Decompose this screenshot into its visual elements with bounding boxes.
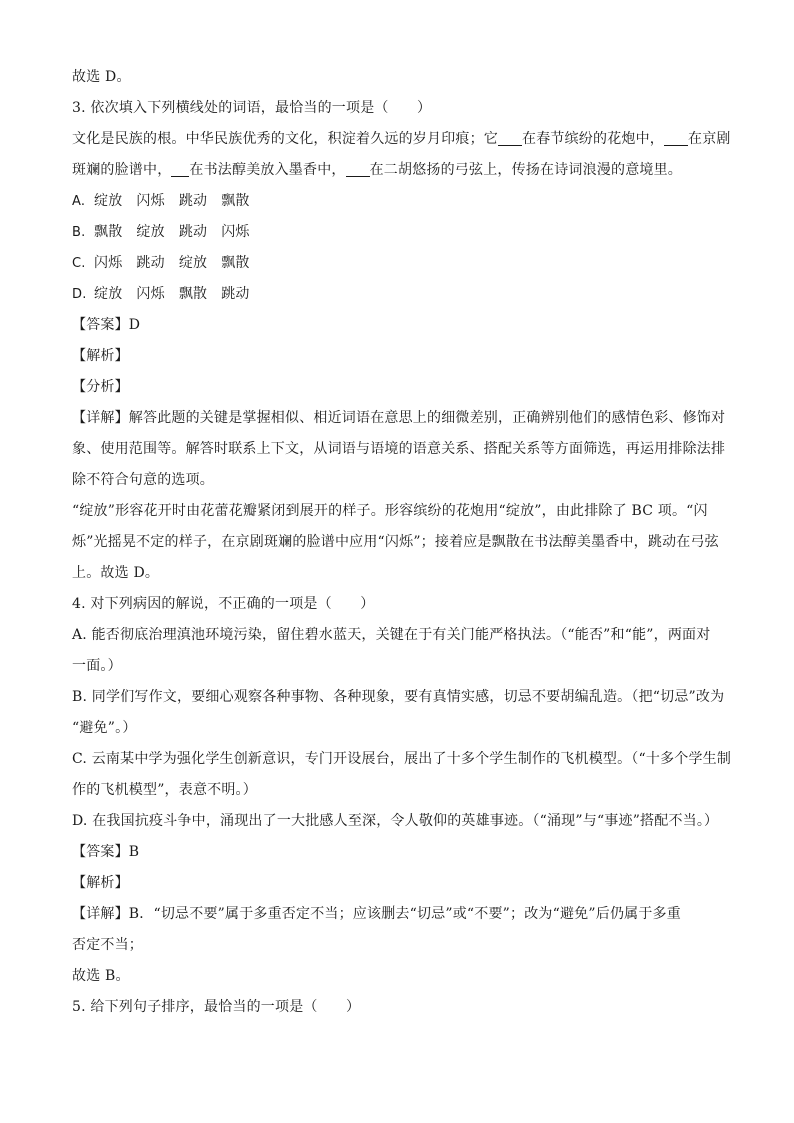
option-a: [72, 186, 728, 217]
passage-text: 斑斓的脸谱中，: [72, 162, 172, 178]
detail-line: 【详解】B．“切忌不要”属于多重否定不当；应该删去“切忌”或“不要”；改为“避免”后仍属于多重: [72, 906, 681, 922]
page-content: [72, 62, 732, 1023]
option-label: A.: [72, 194, 86, 209]
passage-text: 在京剧: [688, 131, 731, 147]
option-word: 跳动: [221, 286, 250, 302]
passage-text: 在二胡悠扬的弓弦上，传扬在诗词浪漫的意境里。: [369, 162, 683, 178]
fill-blank: [664, 129, 688, 146]
option-word: 飘散: [94, 224, 123, 240]
option-word: 闪烁: [221, 224, 250, 240]
analysis-label: 【解析】: [72, 348, 129, 364]
answer-label: 【答案】B: [72, 844, 140, 860]
option-b-text: “避免”。）: [72, 720, 137, 736]
option-word: 跳动: [178, 224, 208, 240]
option-word: 跳动: [178, 193, 208, 209]
detail-line: 上。故选 D。: [72, 565, 160, 581]
question-3-passage-line-2: [72, 155, 728, 186]
question-3-stem: 3. 依次填入下列横线处的词语，最恰当的一项是（ ）: [72, 100, 432, 116]
option-c: [72, 248, 728, 279]
detail-line: 除不符合句意的选项。: [72, 472, 214, 488]
option-label: C.: [72, 256, 86, 271]
answer-label: 【答案】D: [72, 317, 141, 333]
question-3-passage-line-1: [72, 124, 731, 155]
detail-line: 否定不当；: [72, 937, 143, 953]
analysis-label: 【解析】: [72, 875, 129, 891]
option-word: 飘散: [221, 193, 250, 209]
option-word: 绽放: [94, 193, 123, 209]
option-c-text: C. 云南某中学为强化学生创新意识，专门开设展台，展出了十多个学生制作的飞机模型。（“十多个学生制: [72, 751, 732, 767]
fill-blank: [171, 160, 189, 177]
option-b-text: B. 同学们写作文，要细心观察各种事物、各种现象，要有真情实感，切忌不要胡编乱造。（把“切忌”改为: [72, 689, 725, 705]
question-4-stem: 4. 对下列病因的解说，不正确的一项是（ ）: [72, 596, 375, 612]
text-line: 故选 D。: [72, 69, 131, 85]
question-5-stem: 5. 给下列句子排序，最恰当的一项是（ ）: [72, 999, 361, 1015]
fenxi-label: 【分析】: [72, 379, 129, 395]
option-word: 闪烁: [94, 255, 123, 271]
detail-line: 故选 B。: [72, 968, 130, 984]
option-word: 闪烁: [136, 286, 165, 302]
detail-line: “绽放”形容花开时由花蕾花瓣紧闭到展开的样子。形容缤纷的花炮用“绽放”，由此排除了 BC 项。“闪: [72, 503, 708, 519]
option-c-text: 作的飞机模型”，表意不明。）: [72, 782, 257, 798]
detail-line: 象、使用范围等。解答时联系上下文，从词语与语境的语意关系、搭配关系等方面筛选，再运用排除法排: [72, 441, 726, 457]
option-word: 绽放: [94, 286, 123, 302]
option-word: 飘散: [221, 255, 250, 271]
detail-line: 【详解】解答此题的关键是掌握相似、相近词语在意思上的细微差别，正确辨别他们的感情色彩、修饰对: [72, 410, 726, 426]
option-label: D.: [72, 287, 87, 302]
option-word: 跳动: [136, 255, 165, 271]
fill-blank: [498, 129, 522, 146]
option-b: [72, 217, 728, 248]
option-d-text: D. 在我国抗疫斗争中，涌现出了一大批感人至深，令人敬仰的英雄事迹。（“涌现”与“事迹”搭配不当。）: [72, 813, 719, 829]
passage-text: 在春节缤纷的花炮中，: [522, 131, 664, 147]
option-word: 闪烁: [136, 193, 165, 209]
option-word: 飘散: [178, 286, 208, 302]
option-d: [72, 279, 728, 310]
option-word: 绽放: [178, 255, 208, 271]
passage-text: 在书法醇美放入墨香中，: [189, 162, 346, 178]
fill-blank: [346, 160, 370, 177]
option-a-text: A. 能否彻底治理滇池环境污染，留住碧水蓝天，关键在于有关门能严格执法。（“能否”和“能”，两面对: [72, 627, 711, 643]
detail-line: 烁”光摇晃不定的样子，在京剧斑斓的脸谱中应用“闪烁”；接着应是飘散在书法醇美墨香中，跳动在弓弦: [72, 534, 719, 550]
option-word: 绽放: [136, 224, 165, 240]
option-label: B.: [72, 225, 86, 240]
option-a-text: 一面。）: [72, 658, 122, 674]
passage-text: 文化是民族的根。中华民族优秀的文化，积淀着久远的岁月印痕；它: [72, 131, 498, 147]
